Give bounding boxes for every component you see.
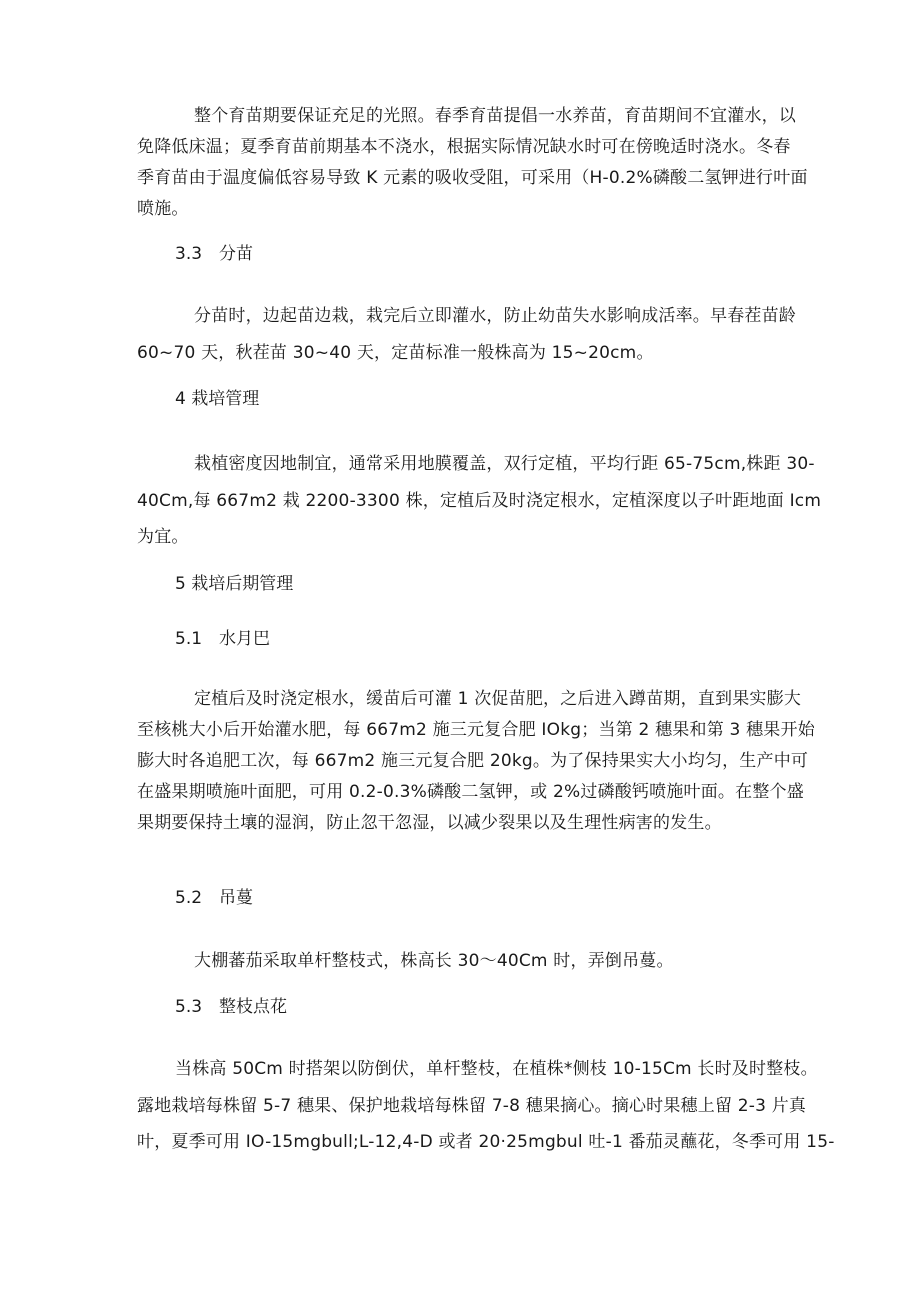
paragraph-4-line-3: 膨大时各追肥工次，每 667m2 施三元复合肥 20kg。为了保持果实大小均匀，生产中可 (137, 751, 809, 771)
paragraph-3-line-2: 40Cm,每 667m2 栽 2200-3300 株，定植后及时浇定根水，定植深度以子叶距地面 Icm (137, 491, 822, 511)
paragraph-1-line-3: 季育苗由于温度偏低容易导致 K 元素的吸收受阻，可采用（H-0.2%磷酸二氢钾进行叶面 (137, 168, 808, 188)
section-heading-5: 5 栽培后期管理 (175, 574, 294, 594)
paragraph-4-line-4: 在盛果期喷施叶面肥，可用 0.2-0.3%磷酸二氢钾，或 2%过磷酸钙喷施叶面。在整个盛 (137, 782, 804, 802)
section-heading-4: 4 栽培管理 (175, 389, 260, 409)
paragraph-6-line-3: 叶，夏季可用 IO-15mgbull;L-12,4-D 或者 20·25mgbul 吐-1 番茄灵蘸花，冬季可用 15- (137, 1132, 835, 1152)
paragraph-3-line-1: 栽植密度因地制宜，通常采用地膜覆盖，双行定植，平均行距 65-75cm,株距 30- (194, 454, 815, 474)
paragraph-6-line-2: 露地栽培每株留 5-7 穗果、保护地栽培每株留 7-8 穗果摘心。摘心时果穗上留 2-3 片真 (137, 1096, 807, 1116)
section-heading-5-3: 5.3 整枝点花 (175, 997, 288, 1017)
section-heading-3-3: 3.3 分苗 (175, 244, 254, 264)
paragraph-6-line-1: 当株高 50Cm 时搭架以防倒伏，单杆整枝，在植株*侧枝 10-15Cm 长时及时整枝。 (175, 1059, 818, 1079)
paragraph-4-line-2: 至核桃大小后开始灌水肥，每 667m2 施三元复合肥 IOkg；当第 2 穗果和第 3 穗果开始 (137, 720, 815, 740)
section-heading-5-2: 5.2 吊蔓 (175, 888, 254, 908)
paragraph-1-line-2: 免降低床温；夏季育苗前期基本不浇水，根据实际情况缺水时可在傍晚适时浇水。冬春 (137, 137, 791, 157)
paragraph-5-line-1: 大棚蕃茄采取单杆整枝式，株高长 30～40Cm 时，弄倒吊蔓。 (194, 951, 674, 971)
paragraph-3-line-3: 为宜。 (137, 527, 189, 547)
paragraph-1-line-4: 喷施。 (137, 199, 189, 219)
paragraph-2-line-2: 60~70 天，秋茬苗 30~40 天，定苗标准一般株高为 15~20cm。 (137, 343, 654, 363)
paragraph-4-line-1: 定植后及时浇定根水，缓苗后可灌 1 次促苗肥，之后进入蹲苗期，直到果实膨大 (194, 689, 802, 709)
section-heading-5-1: 5.1 水月巴 (175, 629, 271, 649)
paragraph-2-line-1: 分苗时，边起苗边栽，栽完后立即灌水，防止幼苗失水影响成活率。早春茬苗龄 (194, 306, 796, 326)
paragraph-1-line-1: 整个育苗期要保证充足的光照。春季育苗提倡一水养苗，育苗期间不宜灌水，以 (194, 106, 796, 126)
paragraph-4-line-5: 果期要保持土壤的湿润，防止忽干忽湿，以减少裂果以及生理性病害的发生。 (137, 813, 722, 833)
